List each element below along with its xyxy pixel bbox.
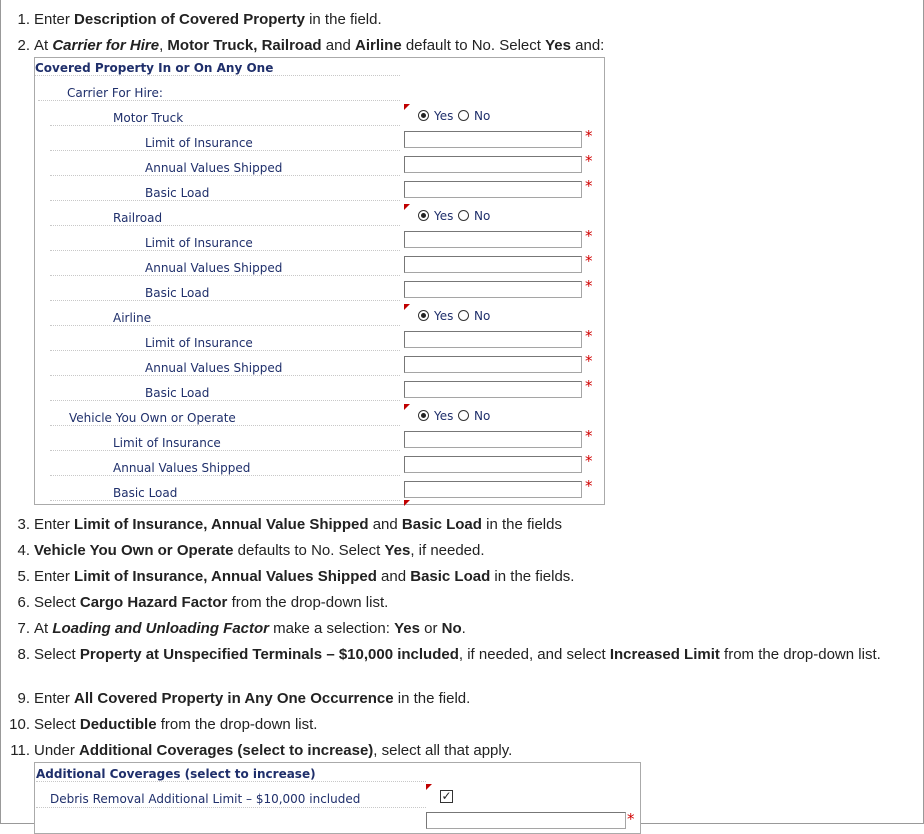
- step-text-part: Yes: [384, 542, 411, 559]
- step-text: [34, 594, 914, 612]
- step-text-part: Description of Covered Property: [74, 11, 305, 28]
- limit-of-insurance-input[interactable]: [404, 431, 582, 448]
- step-text-part: default to No. Select: [401, 37, 546, 54]
- step-text-part: Yes: [545, 37, 571, 54]
- step-text-part: Enter: [34, 568, 75, 585]
- step-text-part: and: [321, 37, 355, 54]
- row-divider: [50, 325, 400, 326]
- step-text-part: Property at Unspecified Terminals – $10,000 included: [79, 646, 459, 663]
- annual-values-shipped-input[interactable]: [404, 356, 582, 373]
- step-text-part: Limit of Insurance, Annual Values Shipped: [74, 568, 377, 585]
- step-text: [34, 568, 914, 586]
- row-divider: [50, 475, 400, 476]
- step-text-part: from the drop-down list.: [719, 646, 881, 663]
- required-asterisk: *: [585, 152, 593, 170]
- row-divider: [50, 225, 400, 226]
- step-number: 3.: [17, 516, 30, 533]
- railroad-yes-radio[interactable]: [418, 210, 429, 221]
- required-asterisk: *: [585, 127, 593, 145]
- limit-of-insurance-label: Limit of Insurance: [113, 436, 221, 450]
- step-text: [34, 742, 914, 760]
- step-text-part: in the fields.: [490, 568, 575, 585]
- row-divider: [50, 200, 400, 201]
- vehicle-yes-radio[interactable]: [418, 410, 429, 421]
- vehicle-label: Vehicle You Own or Operate: [69, 411, 236, 425]
- row-divider: [50, 275, 400, 276]
- basic-load-label: Basic Load: [145, 386, 210, 400]
- limit-of-insurance-label: Limit of Insurance: [145, 336, 253, 350]
- limit-of-insurance-input[interactable]: [404, 131, 582, 148]
- row-divider: [50, 400, 400, 401]
- required-asterisk: *: [585, 277, 593, 295]
- row-divider: [50, 350, 400, 351]
- basic-load-label: Basic Load: [145, 286, 210, 300]
- step-text: [34, 542, 914, 560]
- step-text-part: Basic Load: [401, 516, 482, 533]
- no-label: No: [474, 209, 491, 223]
- required-asterisk: *: [585, 252, 593, 270]
- step-text-part: At: [34, 37, 53, 54]
- step-number: 4.: [17, 542, 30, 559]
- step-text-part: , select all that apply.: [373, 742, 513, 759]
- row-divider: [50, 500, 400, 501]
- step-text-part: defaults to No. Select: [233, 542, 385, 559]
- row-divider: [38, 100, 400, 101]
- basic-load-input[interactable]: [404, 181, 582, 198]
- airline-yes-radio[interactable]: [418, 310, 429, 321]
- required-asterisk: *: [585, 427, 593, 445]
- title-divider: [35, 75, 400, 76]
- title-divider: [36, 781, 426, 782]
- step-text-part: make a selection:: [269, 620, 395, 637]
- step-text-part: in the field.: [393, 690, 471, 707]
- airline-no-radio[interactable]: [458, 310, 469, 321]
- step-text-part: Motor Truck, Railroad: [167, 37, 322, 54]
- step-text-part: in the field.: [304, 11, 382, 28]
- required-flag-icon: [404, 204, 410, 210]
- step-number: 5.: [17, 568, 30, 585]
- vehicle-no-radio[interactable]: [458, 410, 469, 421]
- required-flag-icon: [426, 784, 432, 790]
- step-text-part: Select: [34, 594, 80, 611]
- motor-truck-label: Motor Truck: [113, 111, 184, 125]
- row-divider: [50, 375, 400, 376]
- required-asterisk: *: [585, 227, 593, 245]
- step-text-part: Under: [34, 742, 80, 759]
- railroad-no-radio[interactable]: [458, 210, 469, 221]
- step-number: 6.: [17, 594, 30, 611]
- step-text-part: Select: [34, 646, 80, 663]
- step-text-part: and: [376, 568, 411, 585]
- covered-property-title: Covered Property In or On Any One: [35, 61, 274, 75]
- required-asterisk: *: [585, 452, 593, 470]
- step-text: [34, 37, 914, 55]
- step-text-part: and:: [570, 37, 605, 54]
- limit-of-insurance-label: Limit of Insurance: [145, 136, 253, 150]
- step-text: [34, 716, 914, 734]
- additional-coverages-title: Additional Coverages (select to increase): [36, 767, 316, 781]
- required-asterisk: *: [627, 810, 635, 828]
- yes-label: Yes: [434, 409, 454, 423]
- step-text-part: Select: [34, 716, 80, 733]
- step-text: [34, 620, 914, 638]
- step-number: 10.: [9, 716, 30, 733]
- no-label: No: [474, 309, 491, 323]
- row-divider: [50, 450, 400, 451]
- step-text: [34, 646, 914, 664]
- required-flag-icon: [404, 404, 410, 410]
- step-number: 8.: [17, 646, 30, 663]
- step-text-part: Limit of Insurance, Annual Value Shipped: [74, 516, 369, 533]
- required-asterisk: *: [585, 327, 593, 345]
- required-asterisk: *: [585, 177, 593, 195]
- basic-load-input[interactable]: [404, 381, 582, 398]
- required-flag-icon: [404, 304, 410, 310]
- step-text-part: and: [368, 516, 402, 533]
- step-text-part: Increased Limit: [609, 646, 720, 663]
- annual-values-shipped-label: Annual Values Shipped: [113, 461, 251, 475]
- yes-label: Yes: [434, 109, 454, 123]
- basic-load-label: Basic Load: [113, 486, 178, 500]
- limit-of-insurance-input[interactable]: [404, 331, 582, 348]
- row-divider: [50, 425, 400, 426]
- required-asterisk: *: [585, 377, 593, 395]
- step-text-part: ,: [159, 37, 168, 54]
- step-text: [34, 516, 914, 534]
- step-number: 11.: [10, 742, 30, 759]
- step-text: [34, 11, 914, 29]
- step-text-part: Loading and Unloading Factor: [52, 620, 270, 637]
- step-text-part: Additional Coverages (select to increase): [79, 742, 374, 759]
- step-text-part: Enter: [34, 516, 75, 533]
- step-text-part: No: [441, 620, 462, 637]
- carrier-for-hire-label: Carrier For Hire:: [67, 86, 163, 100]
- annual-values-shipped-input[interactable]: [404, 456, 582, 473]
- step-text-part: from the drop-down list.: [156, 716, 318, 733]
- step-text-part: Enter: [34, 690, 75, 707]
- annual-values-shipped-input[interactable]: [404, 156, 582, 173]
- required-flag-icon: [404, 104, 410, 110]
- step-text-part: in the fields: [481, 516, 562, 533]
- basic-load-input[interactable]: [404, 481, 582, 498]
- required-flag-icon: [404, 500, 410, 506]
- step-text-part: Enter: [34, 11, 75, 28]
- step-text-part: or: [419, 620, 442, 637]
- annual-values-shipped-label: Annual Values Shipped: [145, 261, 283, 275]
- yes-label: Yes: [434, 209, 454, 223]
- no-label: No: [474, 409, 491, 423]
- step-text-part: , if needed.: [410, 542, 485, 559]
- limit-of-insurance-label: Limit of Insurance: [145, 236, 253, 250]
- step-text-part: from the drop-down list.: [227, 594, 389, 611]
- step-text: [34, 690, 914, 708]
- step-text-part: Vehicle You Own or Operate: [34, 542, 234, 559]
- step-number: 9.: [17, 690, 30, 707]
- yes-label: Yes: [434, 309, 454, 323]
- railroad-label: Railroad: [113, 211, 163, 225]
- debris-limit-select[interactable]: [426, 812, 626, 829]
- row-divider: [36, 807, 426, 808]
- row-divider: [50, 300, 400, 301]
- annual-values-shipped-label: Annual Values Shipped: [145, 361, 283, 375]
- step-text-part: Cargo Hazard Factor: [79, 594, 228, 611]
- basic-load-label: Basic Load: [145, 186, 210, 200]
- no-label: No: [474, 109, 491, 123]
- step-text-part: All Covered Property in Any One Occurrence: [74, 690, 394, 707]
- step-text-part: Carrier for Hire: [52, 37, 160, 54]
- row-divider: [50, 175, 400, 176]
- motor-truck-yes-radio[interactable]: [418, 110, 429, 121]
- step-number: 7.: [17, 620, 30, 637]
- step-number: 1.: [17, 11, 30, 28]
- step-text-part: .: [461, 620, 466, 637]
- required-asterisk: *: [585, 352, 593, 370]
- step-text-part: , if needed, and select: [458, 646, 610, 663]
- annual-values-shipped-input[interactable]: [404, 256, 582, 273]
- row-divider: [50, 250, 400, 251]
- step-text-part: Yes: [394, 620, 420, 637]
- step-number: 2.: [17, 37, 30, 54]
- motor-truck-no-radio[interactable]: [458, 110, 469, 121]
- limit-of-insurance-input[interactable]: [404, 231, 582, 248]
- step-text-part: Deductible: [79, 716, 157, 733]
- step-text-part: Airline: [354, 37, 402, 54]
- step-text-part: At: [34, 620, 53, 637]
- row-divider: [50, 125, 400, 126]
- airline-label: Airline: [113, 311, 152, 325]
- basic-load-input[interactable]: [404, 281, 582, 298]
- step-text-part: Basic Load: [410, 568, 491, 585]
- required-asterisk: *: [585, 477, 593, 495]
- debris-removal-label: Debris Removal Additional Limit – $10,000 included: [50, 792, 361, 806]
- annual-values-shipped-label: Annual Values Shipped: [145, 161, 283, 175]
- debris-removal-checkbox[interactable]: ✓: [441, 789, 452, 803]
- row-divider: [50, 150, 400, 151]
